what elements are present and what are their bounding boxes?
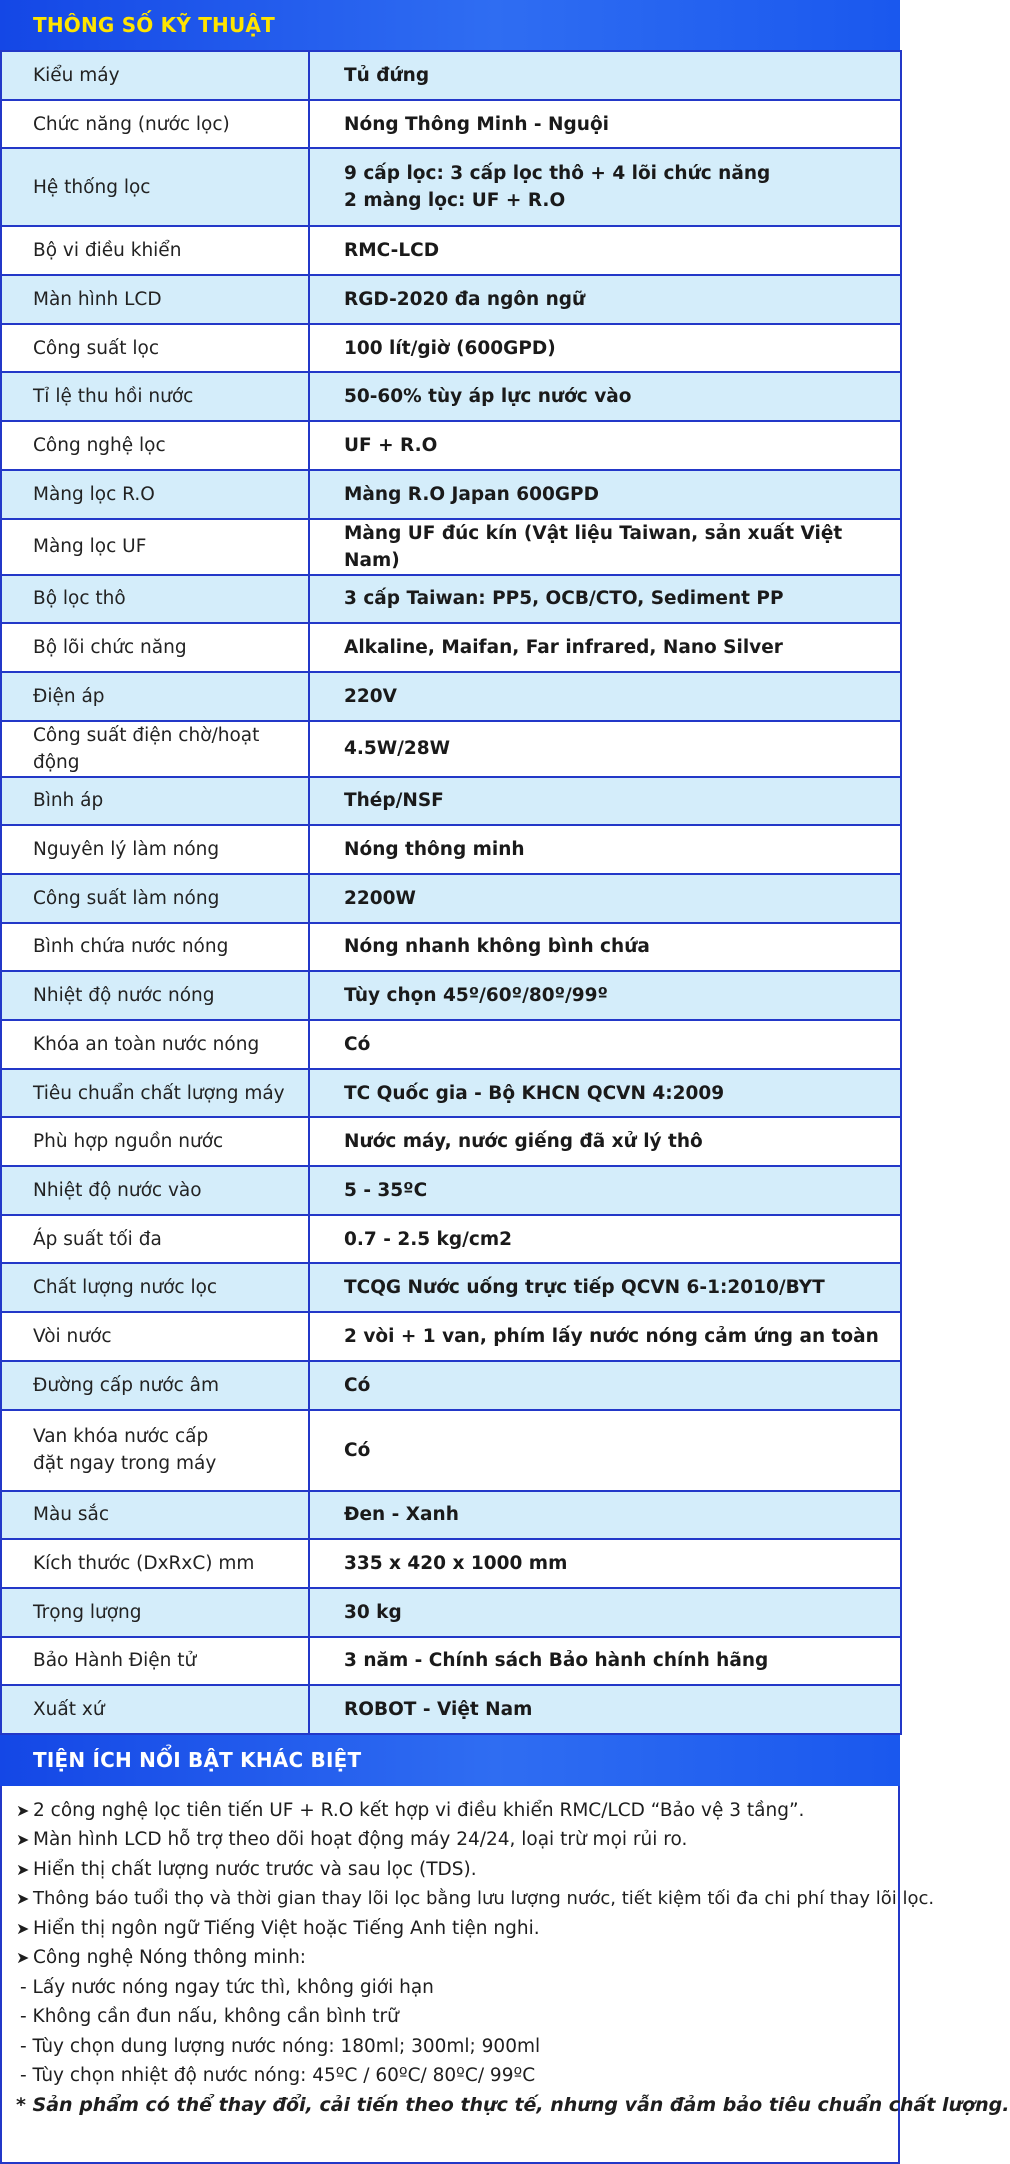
spec-value: 100 lít/giờ (600GPD): [309, 324, 901, 373]
spec-label: [1, 1410, 309, 1491]
spec-label: Khóa an toàn nước nóng: [1, 1020, 309, 1069]
spec-value: Nước máy, nước giếng đã xử lý thô: [309, 1117, 901, 1166]
table-row: [1, 100, 901, 149]
arrow-icon: ➤: [16, 1800, 30, 1820]
spec-label: Nguyên lý làm nóng: [1, 825, 309, 874]
table-row: [1, 148, 901, 226]
spec-value: Đen - Xanh: [309, 1491, 901, 1540]
spec-label: Tỉ lệ thu hồi nước: [1, 372, 309, 421]
table-row: [1, 1637, 901, 1686]
table-row: [1, 623, 901, 672]
spec-label: Công suất làm nóng: [1, 874, 309, 923]
spec-label: Công suất điện chờ/hoạt động: [1, 721, 309, 777]
spec-value: 5 - 35ºC: [309, 1166, 901, 1215]
spec-label: Điện áp: [1, 672, 309, 721]
disclaimer-note: * Sản phẩm có thể thay đổi, cải tiến theo thực tế, nhưng vẫn đảm bảo tiêu chuẩn chất lượng.: [16, 2093, 1010, 2116]
arrow-icon: ➤: [16, 1948, 30, 1968]
table-row: [1, 1685, 901, 1734]
spec-label: Bộ vi điều khiển: [1, 226, 309, 275]
spec-label: Bình áp: [1, 777, 309, 826]
spec-value: Nóng thông minh: [309, 825, 901, 874]
feature-text: Thông báo tuổi thọ và thời gian thay lõi lọc bằng lưu lượng nước, tiết kiệm tối đa chi phí thay lõi lọc.: [33, 1888, 935, 1910]
spec-value-line: 2 màng lọc: UF + R.O: [344, 190, 566, 212]
spec-value: RGD-2020 đa ngôn ngữ: [309, 275, 901, 324]
spec-value: Có: [309, 1361, 901, 1410]
spec-label: Bộ lõi chức năng: [1, 623, 309, 672]
spec-label: Màng lọc UF: [1, 519, 309, 575]
spec-label-line: Van khóa nước cấp: [33, 1426, 209, 1447]
list-item: [16, 1943, 884, 1973]
spec-label: Áp suất tối đa: [1, 1215, 309, 1264]
list-item: [16, 1855, 884, 1885]
spec-value: RMC-LCD: [309, 226, 901, 275]
spec-value: Màng R.O Japan 600GPD: [309, 470, 901, 519]
table-row: [1, 1166, 901, 1215]
spec-value: Nóng nhanh không bình chứa: [309, 923, 901, 972]
list-item: [16, 1825, 884, 1855]
table-row: [1, 1263, 901, 1312]
feature-text: Công nghệ Nóng thông minh:: [33, 1947, 307, 1969]
table-row: [1, 1491, 901, 1540]
spec-header-title: THÔNG SỐ KỸ THUẬT: [33, 13, 275, 37]
spec-value: Alkaline, Maifan, Far infrared, Nano Silver: [309, 623, 901, 672]
spec-value: 3 năm - Chính sách Bảo hành chính hãng: [309, 1637, 901, 1686]
spec-label: Phù hợp nguồn nước: [1, 1117, 309, 1166]
spec-label: Bảo Hành Điện tử: [1, 1637, 309, 1686]
spec-value: UF + R.O: [309, 421, 901, 470]
feature-text: 2 công nghệ lọc tiên tiến UF + R.O kết hợp vi điều khiển RMC/LCD “Bảo vệ 3 tầng”.: [33, 1799, 805, 1821]
spec-label: Chức năng (nước lọc): [1, 100, 309, 149]
sub-list-item: - Lấy nước nóng ngay tức thì, không giới hạn: [20, 1976, 434, 1998]
table-row: [1, 672, 901, 721]
arrow-icon: ➤: [16, 1918, 30, 1938]
spec-label: Tiêu chuẩn chất lượng máy: [1, 1069, 309, 1118]
spec-header: [0, 0, 900, 50]
table-row: [1, 1410, 901, 1491]
spec-label: Công suất lọc: [1, 324, 309, 373]
spec-value: 50-60% tùy áp lực nước vào: [309, 372, 901, 421]
spec-label: Công nghệ lọc: [1, 421, 309, 470]
spec-label: Vòi nước: [1, 1312, 309, 1361]
table-row: [1, 519, 901, 575]
spec-value-line: 9 cấp lọc: 3 cấp lọc thô + 4 lõi chức năng: [344, 163, 771, 185]
list-item: [16, 1914, 884, 1944]
spec-value: TCQG Nước uống trực tiếp QCVN 6-1:2010/BYT: [309, 1263, 901, 1312]
spec-value: 2 vòi + 1 van, phím lấy nước nóng cảm ứng an toàn: [309, 1312, 901, 1361]
spec-value: Tủ đứng: [309, 51, 901, 100]
features-list: [0, 1786, 1010, 2164]
spec-value: 3 cấp Taiwan: PP5, OCB/CTO, Sediment PP: [309, 575, 901, 624]
spec-label: Màn hình LCD: [1, 275, 309, 324]
table-row: [1, 721, 901, 777]
table-row: [1, 372, 901, 421]
list-item: [16, 1884, 935, 1914]
table-row: [1, 1312, 901, 1361]
table-row: [1, 275, 901, 324]
spec-value: 335 x 420 x 1000 mm: [309, 1539, 901, 1588]
spec-label: Bộ lọc thô: [1, 575, 309, 624]
table-row: [1, 1539, 901, 1588]
table-row: [1, 923, 901, 972]
spec-value: Thép/NSF: [309, 777, 901, 826]
spec-value: Có: [309, 1020, 901, 1069]
feature-text: Màn hình LCD hỗ trợ theo dõi hoạt động máy 24/24, loại trừ mọi rủi ro.: [33, 1829, 688, 1851]
list-item: [16, 1796, 884, 1826]
spec-label: Kích thước (DxRxC) mm: [1, 1539, 309, 1588]
table-row: [1, 421, 901, 470]
sub-list-item: - Tùy chọn nhiệt độ nước nóng: 45ºC / 60ºC/ 80ºC/ 99ºC: [20, 2065, 536, 2087]
spec-label: Màng lọc R.O: [1, 470, 309, 519]
table-row: [1, 324, 901, 373]
table-row: [1, 874, 901, 923]
spec-label: Hệ thống lọc: [1, 148, 309, 226]
sub-list-item: - Không cần đun nấu, không cần bình trữ: [20, 2006, 399, 2028]
spec-value: ROBOT - Việt Nam: [309, 1685, 901, 1734]
features-header: [0, 1735, 900, 1786]
arrow-icon: ➤: [16, 1889, 30, 1909]
spec-value: 220V: [309, 672, 901, 721]
table-row: [1, 971, 901, 1020]
spec-value: Nóng Thông Minh - Nguội: [309, 100, 901, 149]
spec-value: 4.5W/28W: [309, 721, 901, 777]
table-row: [1, 825, 901, 874]
spec-label: Bình chứa nước nóng: [1, 923, 309, 972]
feature-text: Hiển thị chất lượng nước trước và sau lọc (TDS).: [33, 1858, 477, 1880]
features-header-title: TIỆN ÍCH NỔI BẬT KHÁC BIỆT: [33, 1748, 362, 1773]
table-row: [1, 1117, 901, 1166]
table-row: [1, 470, 901, 519]
table-row: [1, 575, 901, 624]
spec-label: Xuất xứ: [1, 1685, 309, 1734]
spec-label: Kiểu máy: [1, 51, 309, 100]
arrow-icon: ➤: [16, 1859, 30, 1879]
spec-label: Đường cấp nước âm: [1, 1361, 309, 1410]
sub-list-item: - Tùy chọn dung lượng nước nóng: 180ml; 300ml; 900ml: [20, 2035, 541, 2057]
spec-value: 30 kg: [309, 1588, 901, 1637]
feature-text: Hiển thị ngôn ngữ Tiếng Việt hoặc Tiếng Anh tiện nghi.: [33, 1917, 540, 1939]
spec-label: Chất lượng nước lọc: [1, 1263, 309, 1312]
spec-label: Trọng lượng: [1, 1588, 309, 1637]
spec-value: 0.7 - 2.5 kg/cm2: [309, 1215, 901, 1264]
table-row: [1, 51, 901, 100]
table-row: [1, 1361, 901, 1410]
spec-label: Màu sắc: [1, 1491, 309, 1540]
table-row: [1, 1588, 901, 1637]
table-row: [1, 226, 901, 275]
spec-value: [309, 148, 901, 226]
table-row: [1, 1215, 901, 1264]
spec-value: Tùy chọn 45º/60º/80º/99º: [309, 971, 901, 1020]
table-row: [1, 1020, 901, 1069]
table-row: [1, 777, 901, 826]
table-row: [1, 1069, 901, 1118]
spec-value: 2200W: [309, 874, 901, 923]
spec-value: Màng UF đúc kín (Vật liệu Taiwan, sản xuất Việt Nam): [309, 519, 901, 575]
spec-value: Có: [309, 1410, 901, 1491]
arrow-icon: ➤: [16, 1830, 30, 1850]
spec-label-line: đặt ngay trong máy: [33, 1453, 217, 1474]
spec-table: [0, 50, 902, 1735]
spec-label: Nhiệt độ nước nóng: [1, 971, 309, 1020]
spec-value: TC Quốc gia - Bộ KHCN QCVN 4:2009: [309, 1069, 901, 1118]
spec-label: Nhiệt độ nước vào: [1, 1166, 309, 1215]
